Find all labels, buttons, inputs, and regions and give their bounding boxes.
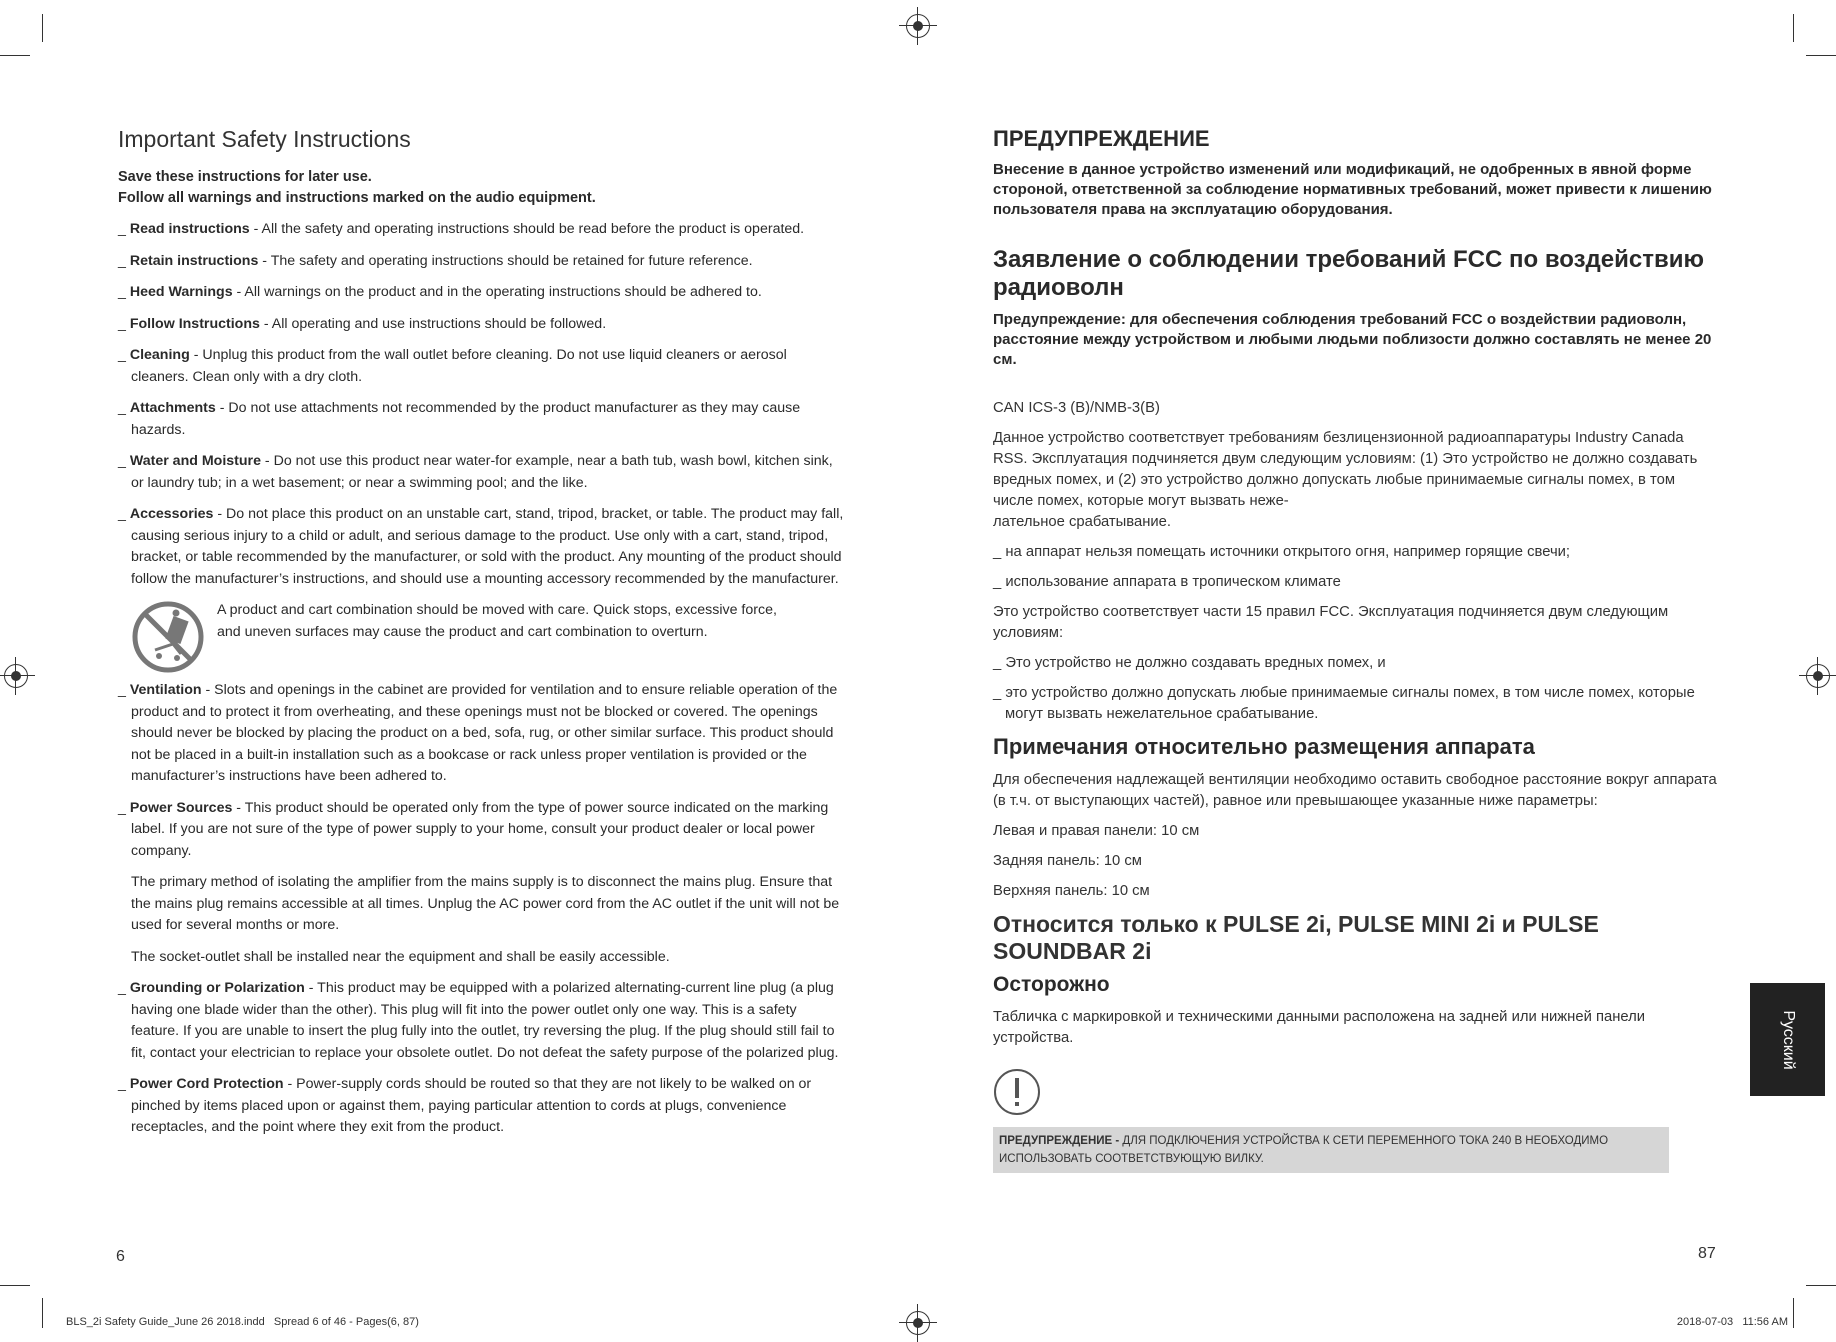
right-page xyxy=(993,126,1718,1173)
footer-file-info: BLS_2i Safety Guide_June 26 2018.indd Spread 6 of 46 - Pages(6, 87) xyxy=(66,1316,419,1328)
crop-mark xyxy=(42,14,43,42)
registration-mark-icon xyxy=(906,14,930,38)
crop-mark xyxy=(42,1298,43,1328)
plug-warning-box: ПРЕДУПРЕЖДЕНИЕ - ДЛЯ ПОДКЛЮЧЕНИЯ УСТРОЙСТВА К СЕТИ ПЕРЕМЕННОГО ТОКА 240 В НЕОБХОДИМО ИСПОЛЬЗОВАТЬ СООТВЕТСТВУЮЩУЮ ВИЛКУ. xyxy=(993,1127,1669,1173)
can-code: CAN ICS-3 (B)/NMB-3(B) xyxy=(993,400,1160,416)
left-page xyxy=(118,126,848,1149)
power-note: The socket-outlet shall be installed near the equipment and shall be easily accessible. xyxy=(131,948,670,965)
list-item: _ использование аппарата в тропическом климате xyxy=(993,574,1341,590)
registration-mark-icon xyxy=(1806,664,1830,688)
language-tab xyxy=(1750,983,1825,1096)
instruction-item: _ Heed Warnings - All warnings on the product and in the operating instructions should be adhered to. xyxy=(118,284,762,300)
distance-item: Задняя панель: 10 см xyxy=(993,853,1142,869)
instruction-item: _ Follow Instructions - All operating and use instructions should be followed. xyxy=(118,315,607,332)
language-tab-label: Русский xyxy=(1779,1009,1797,1070)
fcc-text: Предупреждение: для обеспечения соблюдения требований FCC о воздействии радиоволн, расстояние между устройством и любыми людьми поблизости должно составлять не менее 20 см. xyxy=(993,311,1712,368)
instruction-item: _ Cleaning - Unplug this product from the wall outlet before cleaning. Do not use liquid cleaners or aerosol cleaners. Clean only with a dry cloth. xyxy=(118,347,787,385)
page-title: Important Safety Instructions xyxy=(118,126,411,152)
warning-title: ПРЕДУПРЕЖДЕНИЕ xyxy=(993,126,1210,151)
industry-line: Данное устройство соответствует требованиям безлицензионной радиоаппаратуры Industry Canada RSS. Эксплуатация подчиняется двум следующим условиям: (1) Это устройство не должно создавать вредных помех, и (2) это устройство должно допускать любые принимаемые сигналы помех, в том числе помех, которые могут вызвать неже- xyxy=(993,430,1698,509)
instruction-item: _ Accessories - Do not place this product on an unstable cart, stand, tripod, bracket, or table. The product may fall, causing serious injury to a child or adult, and serious damage to the product. Use only with a cart, stand, tripod, bracket, or table recommended by the manufacturer, or sold with the product. Any mounting of the product should follow the manufacturer’s instructions, and should use a mounting accessory recommended by the manufacturer. xyxy=(118,506,844,587)
instruction-item: _ Water and Moisture - Do not use this product near water-for example, near a bath tub, wash bowl, kitchen sink, or laundry tub; in a wet basement; or near a swimming pool; and the like. xyxy=(118,453,833,491)
industry-line: лательное срабатывание. xyxy=(993,514,1171,530)
page-number-left: 6 xyxy=(116,1248,125,1265)
instruction-item: _ Grounding or Polarization - This product may be equipped with a polarized alternating-current line plug (a plug having one blade wider than the other). This plug will fit into the power outlet only one way. This is a safety feature. If you are unable to insert the plug fully into the outlet, try reversing the plug. If the plug should still fail to fit, contact your electrician to replace your obsolete outlet. Do not defeat the safety purpose of the polarized plug. xyxy=(118,980,839,1061)
instruction-item: _ Retain instructions - The safety and operating instructions should be retained for future reference. xyxy=(118,252,753,269)
crop-mark xyxy=(1806,55,1836,56)
crop-mark xyxy=(1806,1285,1836,1286)
crop-mark xyxy=(0,55,30,56)
registration-mark-icon xyxy=(4,664,28,688)
cart-tip-over-icon xyxy=(131,600,205,674)
fcc-title: Заявление о соблюдении требований FCC по воздействию радиоволн xyxy=(993,246,1704,301)
save-line: Save these instructions for later use. xyxy=(118,169,372,185)
crop-mark xyxy=(1793,1298,1794,1328)
save-note xyxy=(118,167,848,209)
power-note: The primary method of isolating the amplifier from the mains supply is to disconnect the mains plug. Ensure that the mains plug remains accessible at all times. Unplug the AC power cord from the AC outlet if the unit will not be used for several months or more. xyxy=(131,874,840,933)
list-item: _ на аппарат нельзя помещать источники открытого огня, например горящие свечи; xyxy=(993,544,1571,560)
pulse-title: Относится только к PULSE 2i, PULSE MINI 2i и PULSE SOUNDBAR 2i xyxy=(993,911,1599,964)
placement-text: Для обеспечения надлежащей вентиляции необходимо оставить свободное расстояние вокруг аппарата (в т.ч. от выступающих частей), равное или превышающее указанные ниже параметры: xyxy=(993,772,1717,809)
warning-text: Внесение в данное устройство изменений или модификаций, не одобренных в явной форме стороной, ответственной за соблюдение нормативных требований, может привести к лишению пользователя права на эксплуатацию оборудования. xyxy=(993,161,1712,218)
distance-item: Левая и правая панели: 10 см xyxy=(993,823,1200,839)
caution-title: Осторожно xyxy=(993,973,1110,996)
page-number-right: 87 xyxy=(1698,1245,1716,1262)
distance-item: Верхняя панель: 10 см xyxy=(993,883,1150,899)
registration-mark-icon xyxy=(906,1311,930,1335)
caution-text: Табличка с маркировкой и техническими данными расположена на задней или нижней панели устройства. xyxy=(993,1009,1646,1046)
crop-mark xyxy=(1793,14,1794,42)
industry-text xyxy=(993,428,1718,533)
footer-timestamp: 2018-07-03 11:56 AM xyxy=(1676,1316,1788,1328)
instruction-item: _ Ventilation - Slots and openings in the cabinet are provided for ventilation and to ensure reliable operation of the product and to protect it from overheating, and these openings must not be blocked or covered. The openings should never be blocked by placing the product on a bed, sofa, rug, or other similar surface. This product should not be placed in a built-in installation such as a bookcase or rack unless proper ventilation is provided or the manufacturer’s instructions have been adhered to. xyxy=(118,682,838,784)
part15-text: Это устройство соответствует части 15 правил FCC. Эксплуатация подчиняется двум следующим условиям: xyxy=(993,604,1669,641)
instruction-item: _ Attachments - Do not use attachments not recommended by the product manufacturer as they may cause hazards. xyxy=(118,400,801,438)
crop-mark xyxy=(0,1285,30,1286)
instruction-item: _ Power Cord Protection - Power-supply cords should be routed so that they are not likely to be walked on or pinched by items placed upon or against them, paying particular attention to cords at plugs, convenience receptacles, and the point where they exit from the product. xyxy=(118,1076,812,1135)
cart-warning-text: A product and cart combination should be moved with care. Quick stops, excessive force, and uneven surfaces may cause the product and cart combination to overturn. xyxy=(217,602,777,640)
instruction-item: _ Read instructions - All the safety and operating instructions should be read before the product is operated. xyxy=(118,221,805,237)
placement-title: Примечания относительно размещения аппарата xyxy=(993,734,1535,759)
exclamation-icon xyxy=(993,1068,1041,1116)
list-item: _ это устройство должно допускать любые принимаемые сигналы помех, в том числе помех, которые могут вызвать нежелательное срабатывание. xyxy=(993,685,1695,722)
list-item: _ Это устройство не должно создавать вредных помех, и xyxy=(993,655,1386,671)
save-line: Follow all warnings and instructions marked on the audio equipment. xyxy=(118,190,596,206)
cart-warning xyxy=(131,600,848,674)
instruction-item: _ Power Sources - This product should be operated only from the type of power source indicated on the marking label. If you are not sure of the type of power supply to your home, consult your product dealer or local power company. xyxy=(118,799,829,859)
